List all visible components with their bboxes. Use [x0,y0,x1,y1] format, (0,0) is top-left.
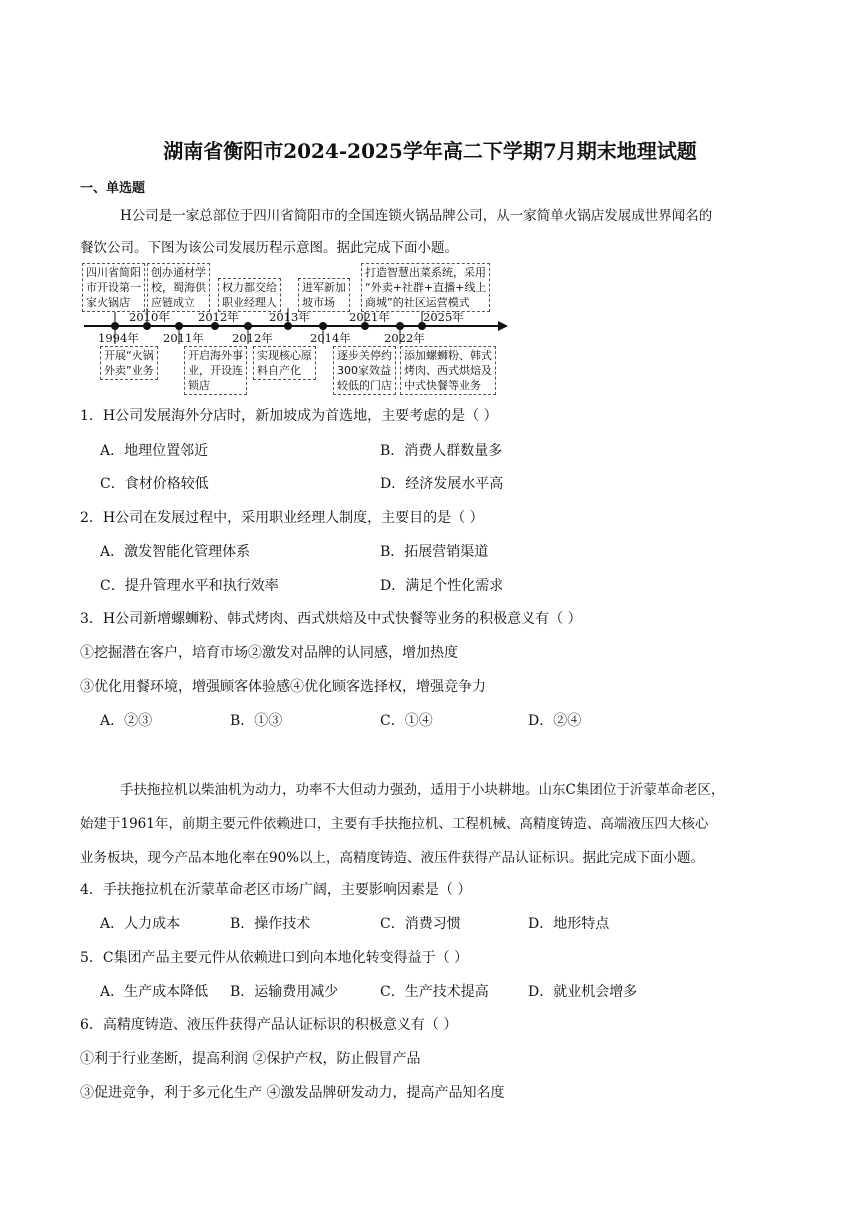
q6-statements-2: ③促进竞争，利于多元化生产 ④激发品牌研发动力，提高产品知名度 [80,1085,505,1101]
timeline-event-2013 [253,346,316,380]
year-label: 2012年 [232,331,273,345]
passage2-line3: 业务板块，现今产品本地化率在90%以上，高精度铸造、液压件获得产品认证标识。据此完成下面小题。 [80,850,705,866]
timeline-event-2011a [100,346,158,380]
year-label: 2025年 [423,310,464,324]
q5-option-c[interactable]: C．生产技术提高 [380,984,489,1000]
event-line: 逐步关停约 [337,349,392,362]
q1-option-d[interactable]: D．经济发展水平高 [380,476,504,492]
question-3: 3．H公司新增螺蛳粉、韩式烤肉、西式烘焙及中式快餐等业务的积极意义有（ ） [80,611,582,627]
event-line: 中式快餐等业务 [404,379,481,392]
event-line: 打造智慧出菜系统，采用 [365,266,486,279]
question-6: 6．高精度铸造、液压件获得产品认证标识的积极意义有（ ） [80,1017,458,1033]
q5-option-b[interactable]: B．运输费用减少 [230,984,339,1000]
event-line: “外卖+社群+直播+线上 [365,281,487,294]
event-line: 商城”的社区运营模式 [365,296,470,309]
event-line: 创办通材学 [151,266,206,279]
q3-option-c[interactable]: C．①④ [380,713,433,729]
year-label: 2010年 [129,310,170,324]
timeline-event-2010 [147,263,210,312]
year-label: 2014年 [310,331,351,345]
q5-option-d[interactable]: D．就业机会增多 [528,984,638,1000]
section-heading: 一、单选题 [80,181,146,196]
event-line: 校，蜀海供 [151,281,206,294]
event-line: 外卖”业务 [104,364,154,377]
year-label: 2012年 [198,310,239,324]
passage1-line2: 餐饮公司。下图为该公司发展历程示意图。据此完成下面小题。 [80,240,458,256]
timeline-event-1994 [82,263,145,312]
timeline-event-2014 [298,278,350,312]
event-line: 实现核心原 [257,349,312,362]
question-1: 1．H公司发展海外分店时，新加坡成为首选地，主要考虑的是（ ） [80,408,498,424]
q2-option-d[interactable]: D．满足个性化需求 [380,578,504,594]
event-line: 应链成立 [151,296,195,309]
q3-option-a[interactable]: A．②③ [100,713,153,729]
event-line: 开启海外事 [188,349,243,362]
event-line: 家火锅店 [86,296,130,309]
q3-option-d[interactable]: D．②④ [528,713,582,729]
event-line: 市开设第一 [86,281,141,294]
q1-option-b[interactable]: B．消费人群数量多 [380,443,503,459]
year-label: 2021年 [349,310,390,324]
timeline-event-2021 [361,263,490,312]
event-line: 烤肉、西式烘焙及 [404,364,492,377]
question-5: 5．C集团产品主要元件从依赖进口到向本地化转变得益于（ ） [80,950,469,966]
q4-option-a[interactable]: A．人力成本 [100,916,181,932]
q5-option-a[interactable]: A．生产成本降低 [100,984,209,1000]
year-label: 1994年 [98,331,139,345]
year-label: 2011年 [163,331,204,345]
question-4: 4．手扶拖拉机在沂蒙革命老区市场广阔，主要影响因素是（ ） [80,882,472,898]
timeline-event-2022 [333,346,396,395]
timeline-event-2012b [184,346,247,395]
event-line: 开展“火锅 [104,349,154,362]
event-line: 添加螺蛳粉、韩式 [404,349,492,362]
event-line: 进军新加 [302,281,346,294]
q1-option-c[interactable]: C．食材价格较低 [100,476,209,492]
passage1-line1: H公司是一家总部位于四川省简阳市的全国连锁火锅品牌公司，从一家简单火锅店发展成世界闻名的 [120,208,713,224]
event-line: 四川省简阳 [86,266,141,279]
timeline-event-2012 [218,278,281,312]
q4-option-c[interactable]: C．消费习惯 [380,916,461,932]
q4-option-b[interactable]: B．操作技术 [230,916,311,932]
event-line: 300家效益 [337,364,391,377]
passage2-line2: 始建于1961年，前期主要元件依赖进口，主要有手扶拖拉机、工程机械、高精度铸造、高端液压四大核心 [80,816,709,832]
q3-option-b[interactable]: B．①③ [230,713,283,729]
event-line: 权力都交给 [222,281,277,294]
q6-statements-1: ①利于行业垄断，提高利润 ②保护产权，防止假冒产品 [80,1051,421,1067]
q3-statements-2: ③优化用餐环境，增强顾客体验感④优化顾客选择权，增强竞争力 [80,679,486,695]
event-line: 业，开设连 [188,364,243,377]
year-label: 2013年 [269,310,310,324]
q2-option-c[interactable]: C．提升管理水平和执行效率 [100,578,279,594]
q1-option-a[interactable]: A．地理位置邻近 [100,443,209,459]
company-timeline-diagram [80,260,510,400]
passage2-line1: 手扶拖拉机以柴油机为动力，功率不大但动力强劲，适用于小块耕地。山东C集团位于沂蒙革命老区， [120,782,725,798]
page-title: 湖南省衡阳市2024-2025学年高二下学期7月期末地理试题 [163,139,697,163]
event-line: 锁店 [188,379,210,392]
timeline-event-2025 [400,346,496,395]
q2-option-b[interactable]: B．拓展营销渠道 [380,544,489,560]
question-2: 2．H公司在发展过程中，采用职业经理人制度，主要目的是（ ） [80,510,484,526]
q2-option-a[interactable]: A．激发智能化管理体系 [100,544,251,560]
event-line: 料自产化 [257,364,301,377]
q4-option-d[interactable]: D．地形特点 [528,916,610,932]
year-label: 2022年 [384,331,425,345]
event-line: 较低的门店 [337,379,392,392]
event-line: 坡市场 [302,296,335,309]
event-line: 职业经理人 [222,296,277,309]
q3-statements-1: ①挖掘潜在客户，培育市场②激发对品牌的认同感，增加热度 [80,645,458,661]
